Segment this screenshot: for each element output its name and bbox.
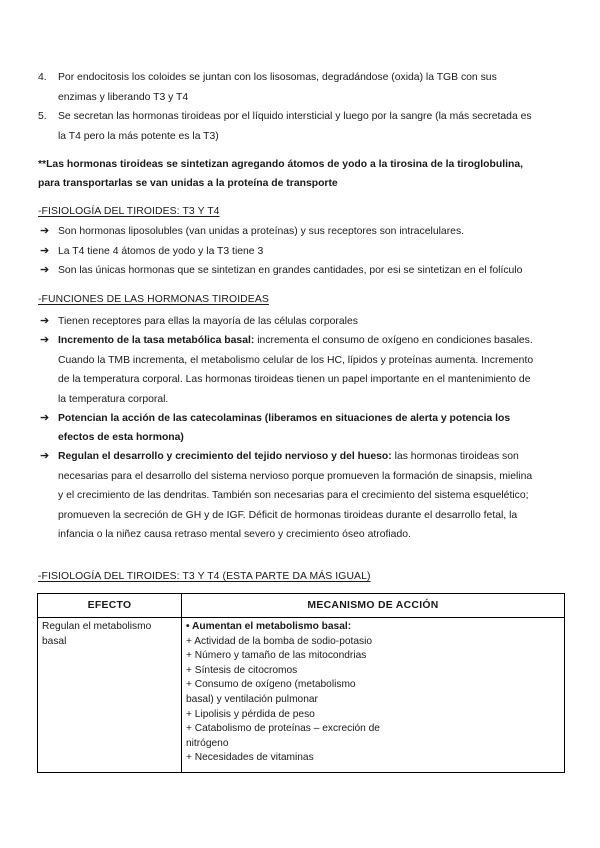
arrow-bullet-icon: ➔	[40, 412, 50, 424]
bullet-text	[58, 447, 568, 467]
bullet-text-cont: de la temperatura corporal. Las hormonas tiroideas tienen un papel importante en el mantenimiento de	[58, 374, 531, 385]
section-heading: -FISIOLOGÍA DEL TIROIDES: T3 Y T4 (ESTA PARTE DA MÁS IGUAL)	[38, 571, 371, 582]
cell-line: Regulan el metabolismo	[42, 621, 152, 632]
cell-line: + Actividad de la bomba de sodio-potasio	[186, 635, 373, 647]
list-item-text: enzimas y liberando T3 y T4	[58, 92, 189, 103]
arrow-bullet-icon: ➔	[40, 245, 50, 257]
bullet-text-cont: necesarias para el desarrollo del sistema nervioso porque promueven la formación de sinapsis, mielina	[58, 471, 533, 482]
note-text: para transportarlas se van unidas a la proteína de transporte	[38, 178, 338, 189]
cell-line: + Número y tamaño de las mitocondrias	[186, 650, 367, 662]
bullet-text-rest: incrementa el consumo de oxígeno en condiciones basales.	[254, 335, 533, 346]
arrow-bullet-icon: ➔	[40, 225, 50, 237]
list-item-text: Por endocitosis los coloides se juntan con los lisosomas, degradándose (oxida) la TGB con sus	[58, 72, 497, 83]
bullet-text-cont: infancia o la niñez causa retraso mental severo y crecimiento óseo atrofiado.	[58, 529, 411, 540]
cell-title: • Aumentan el metabolismo basal:	[186, 621, 352, 632]
arrow-bullet-icon: ➔	[40, 334, 50, 346]
bullet-text	[58, 331, 568, 351]
effects-table	[37, 593, 565, 773]
cell-line: nitrógeno	[186, 737, 229, 749]
arrow-bullet-icon: ➔	[40, 315, 50, 327]
list-number: 5.	[38, 111, 47, 122]
cell-line: + Consumo de oxígeno (metabolismo	[186, 679, 356, 691]
section-heading: -FUNCIONES DE LAS HORMONAS TIROIDEAS	[38, 294, 269, 305]
bullet-text: La T4 tiene 4 átomos de yodo y la T3 tiene 3	[58, 246, 264, 257]
bullet-text-cont: la temperatura corporal.	[58, 394, 169, 405]
bullet-bold-lead: Regulan el desarrollo y crecimiento del tejido nervioso y del hueso:	[58, 451, 392, 462]
bullet-text: Tienen receptores para ellas la mayoría de las células corporales	[58, 316, 358, 327]
cell-line: + Lipolisis y pérdida de peso	[186, 708, 315, 720]
table-cell-effect	[38, 618, 182, 773]
table-header-cell: EFECTO	[38, 594, 182, 618]
table-header-row	[38, 594, 565, 618]
list-number: 4.	[38, 72, 47, 83]
note-text: **Las hormonas tiroideas se sintetizan agregando átomos de yodo a la tirosina de la tiroglobulina,	[38, 159, 523, 170]
cell-line: basal) y ventilación pulmonar	[186, 693, 318, 705]
table-header-cell: MECANISMO DE ACCIÓN	[182, 594, 565, 618]
arrow-bullet-icon: ➔	[40, 450, 50, 462]
cell-line: basal	[42, 635, 67, 647]
arrow-bullet-icon: ➔	[40, 264, 50, 276]
list-item-text: Se secretan las hormonas tiroideas por el líquido intersticial y luego por la sangre (la más secretada es	[58, 111, 532, 122]
list-item-text: la T4 pero la más potente es la T3)	[58, 131, 219, 142]
bullet-text: Son hormonas liposolubles (van unidas a proteínas) y sus receptores son intracelulares.	[58, 226, 465, 237]
bullet-text-cont: Cuando la TMB incrementa, el metabolismo celular de los HC, lípidos y proteínas aumenta. Incremento	[58, 355, 534, 366]
cell-line: + Catabolismo de proteínas – excreción de	[186, 723, 380, 735]
bullet-text-cont: promueven la secreción de GH y de IGF. Déficit de hormonas tiroideas durante el desarrollo fetal, la	[58, 510, 518, 521]
bullet-text-cont: efectos de esta hormona)	[58, 432, 184, 443]
cell-line: + Síntesis de citocromos	[186, 664, 298, 676]
bullet-text-cont: y el crecimiento de las dendritas. También son necesarias para el crecimiento del sistema esquelético;	[58, 490, 529, 501]
section-heading: -FISIOLOGÍA DEL TIROIDES: T3 Y T4	[38, 206, 220, 217]
table-row	[38, 618, 565, 773]
bullet-text-rest: las hormonas tiroideas son	[391, 451, 519, 462]
bullet-bold-lead: Incremento de la tasa metabólica basal:	[58, 335, 255, 346]
bullet-text: Potencian la acción de las catecolaminas (liberamos en situaciones de alerta y potencia los	[58, 413, 511, 424]
table-cell-mechanism	[182, 618, 565, 773]
cell-line: + Necesidades de vitaminas	[186, 752, 314, 764]
bullet-text: Son las únicas hormonas que se sintetizan en grandes cantidades, por esi se sintetizan en el folículo	[58, 265, 523, 276]
